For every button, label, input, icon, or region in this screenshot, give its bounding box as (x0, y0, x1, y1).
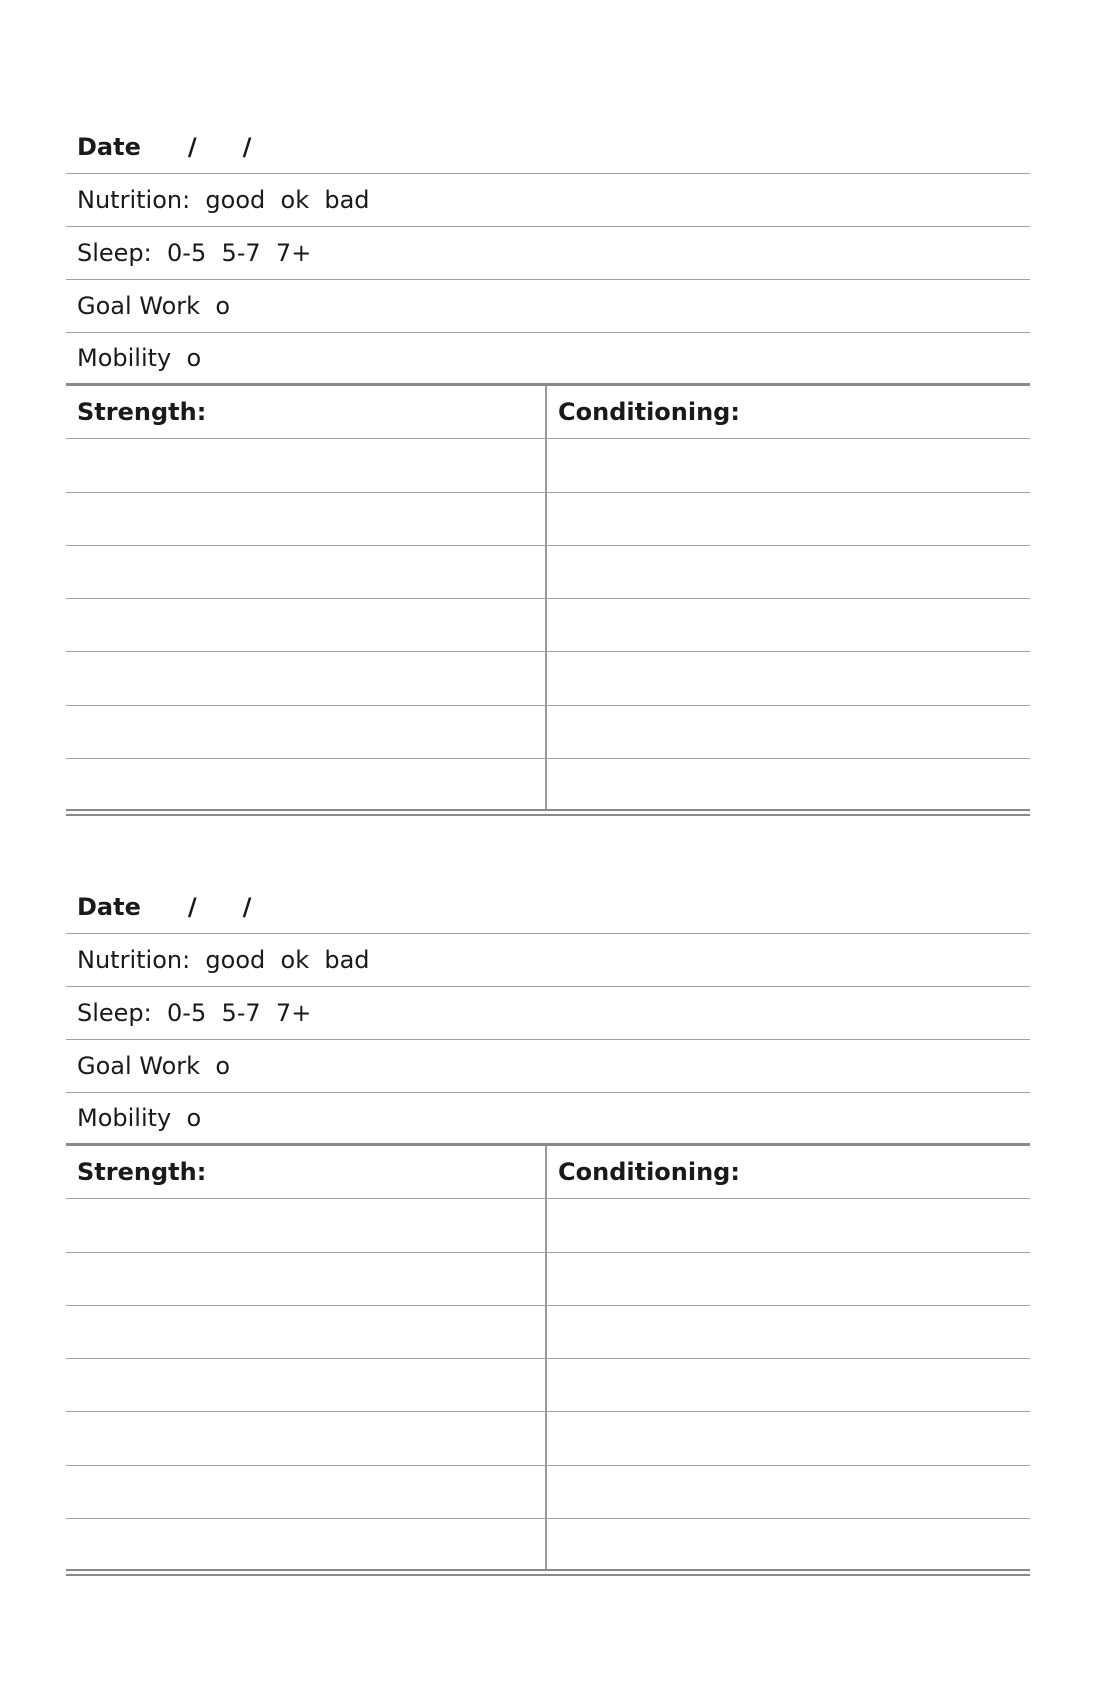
strength-header: Strength: (66, 1146, 547, 1199)
strength-entry-line[interactable] (66, 599, 547, 652)
workout-log-section (66, 881, 1030, 1576)
conditioning-entry-line[interactable] (547, 706, 1030, 759)
goal-work-row[interactable] (66, 280, 1030, 333)
sleep-label: Sleep: 0-5 5-7 7+ (77, 239, 312, 267)
strength-entry-line[interactable] (66, 706, 547, 759)
strength-entry-line[interactable] (66, 493, 547, 546)
goal-work-label: Goal Work o (77, 1052, 230, 1080)
exercise-table (66, 1146, 1030, 1569)
strength-header: Strength: (66, 386, 547, 439)
conditioning-entry-line[interactable] (547, 1199, 1030, 1252)
strength-entry-line[interactable] (66, 546, 547, 599)
mobility-row[interactable] (66, 333, 1030, 386)
conditioning-header: Conditioning: (547, 386, 1030, 439)
conditioning-entry-line[interactable] (547, 1412, 1030, 1465)
goal-work-row[interactable] (66, 1040, 1030, 1093)
strength-entry-line[interactable] (66, 1466, 547, 1519)
strength-entry-line[interactable] (66, 1359, 547, 1412)
conditioning-header: Conditioning: (547, 1146, 1030, 1199)
mobility-label: Mobility o (77, 1104, 202, 1132)
sleep-row[interactable] (66, 987, 1030, 1040)
conditioning-entry-line[interactable] (547, 493, 1030, 546)
nutrition-label: Nutrition: good ok bad (77, 186, 370, 214)
conditioning-entry-line[interactable] (547, 1306, 1030, 1359)
conditioning-entry-line[interactable] (547, 1466, 1030, 1519)
nutrition-label: Nutrition: good ok bad (77, 946, 370, 974)
strength-entry-line[interactable] (66, 1412, 547, 1465)
section-end-divider (66, 1569, 1030, 1576)
conditioning-entry-line[interactable] (547, 759, 1030, 809)
date-label: Date (77, 893, 141, 921)
date-separator: / (242, 133, 252, 161)
date-label: Date (77, 133, 141, 161)
date-row[interactable] (66, 121, 1030, 174)
date-separator: / (242, 893, 252, 921)
conditioning-entry-line[interactable] (547, 1253, 1030, 1306)
conditioning-entry-line[interactable] (547, 652, 1030, 705)
conditioning-entry-line[interactable] (547, 1359, 1030, 1412)
mobility-label: Mobility o (77, 344, 202, 372)
sleep-row[interactable] (66, 227, 1030, 280)
date-separator: / (187, 133, 197, 161)
sleep-label: Sleep: 0-5 5-7 7+ (77, 999, 312, 1027)
section-end-divider (66, 809, 1030, 816)
conditioning-entry-line[interactable] (547, 439, 1030, 492)
strength-entry-line[interactable] (66, 1253, 547, 1306)
date-separator: / (187, 893, 197, 921)
goal-work-label: Goal Work o (77, 292, 230, 320)
nutrition-row[interactable] (66, 174, 1030, 227)
strength-entry-line[interactable] (66, 1199, 547, 1252)
strength-entry-line[interactable] (66, 1306, 547, 1359)
strength-entry-line[interactable] (66, 439, 547, 492)
nutrition-row[interactable] (66, 934, 1030, 987)
conditioning-entry-line[interactable] (547, 1519, 1030, 1569)
date-row[interactable] (66, 881, 1030, 934)
conditioning-entry-line[interactable] (547, 546, 1030, 599)
strength-entry-line[interactable] (66, 1519, 547, 1569)
strength-entry-line[interactable] (66, 759, 547, 809)
conditioning-entry-line[interactable] (547, 599, 1030, 652)
workout-log-section (66, 121, 1030, 816)
exercise-table (66, 386, 1030, 809)
strength-entry-line[interactable] (66, 652, 547, 705)
mobility-row[interactable] (66, 1093, 1030, 1146)
